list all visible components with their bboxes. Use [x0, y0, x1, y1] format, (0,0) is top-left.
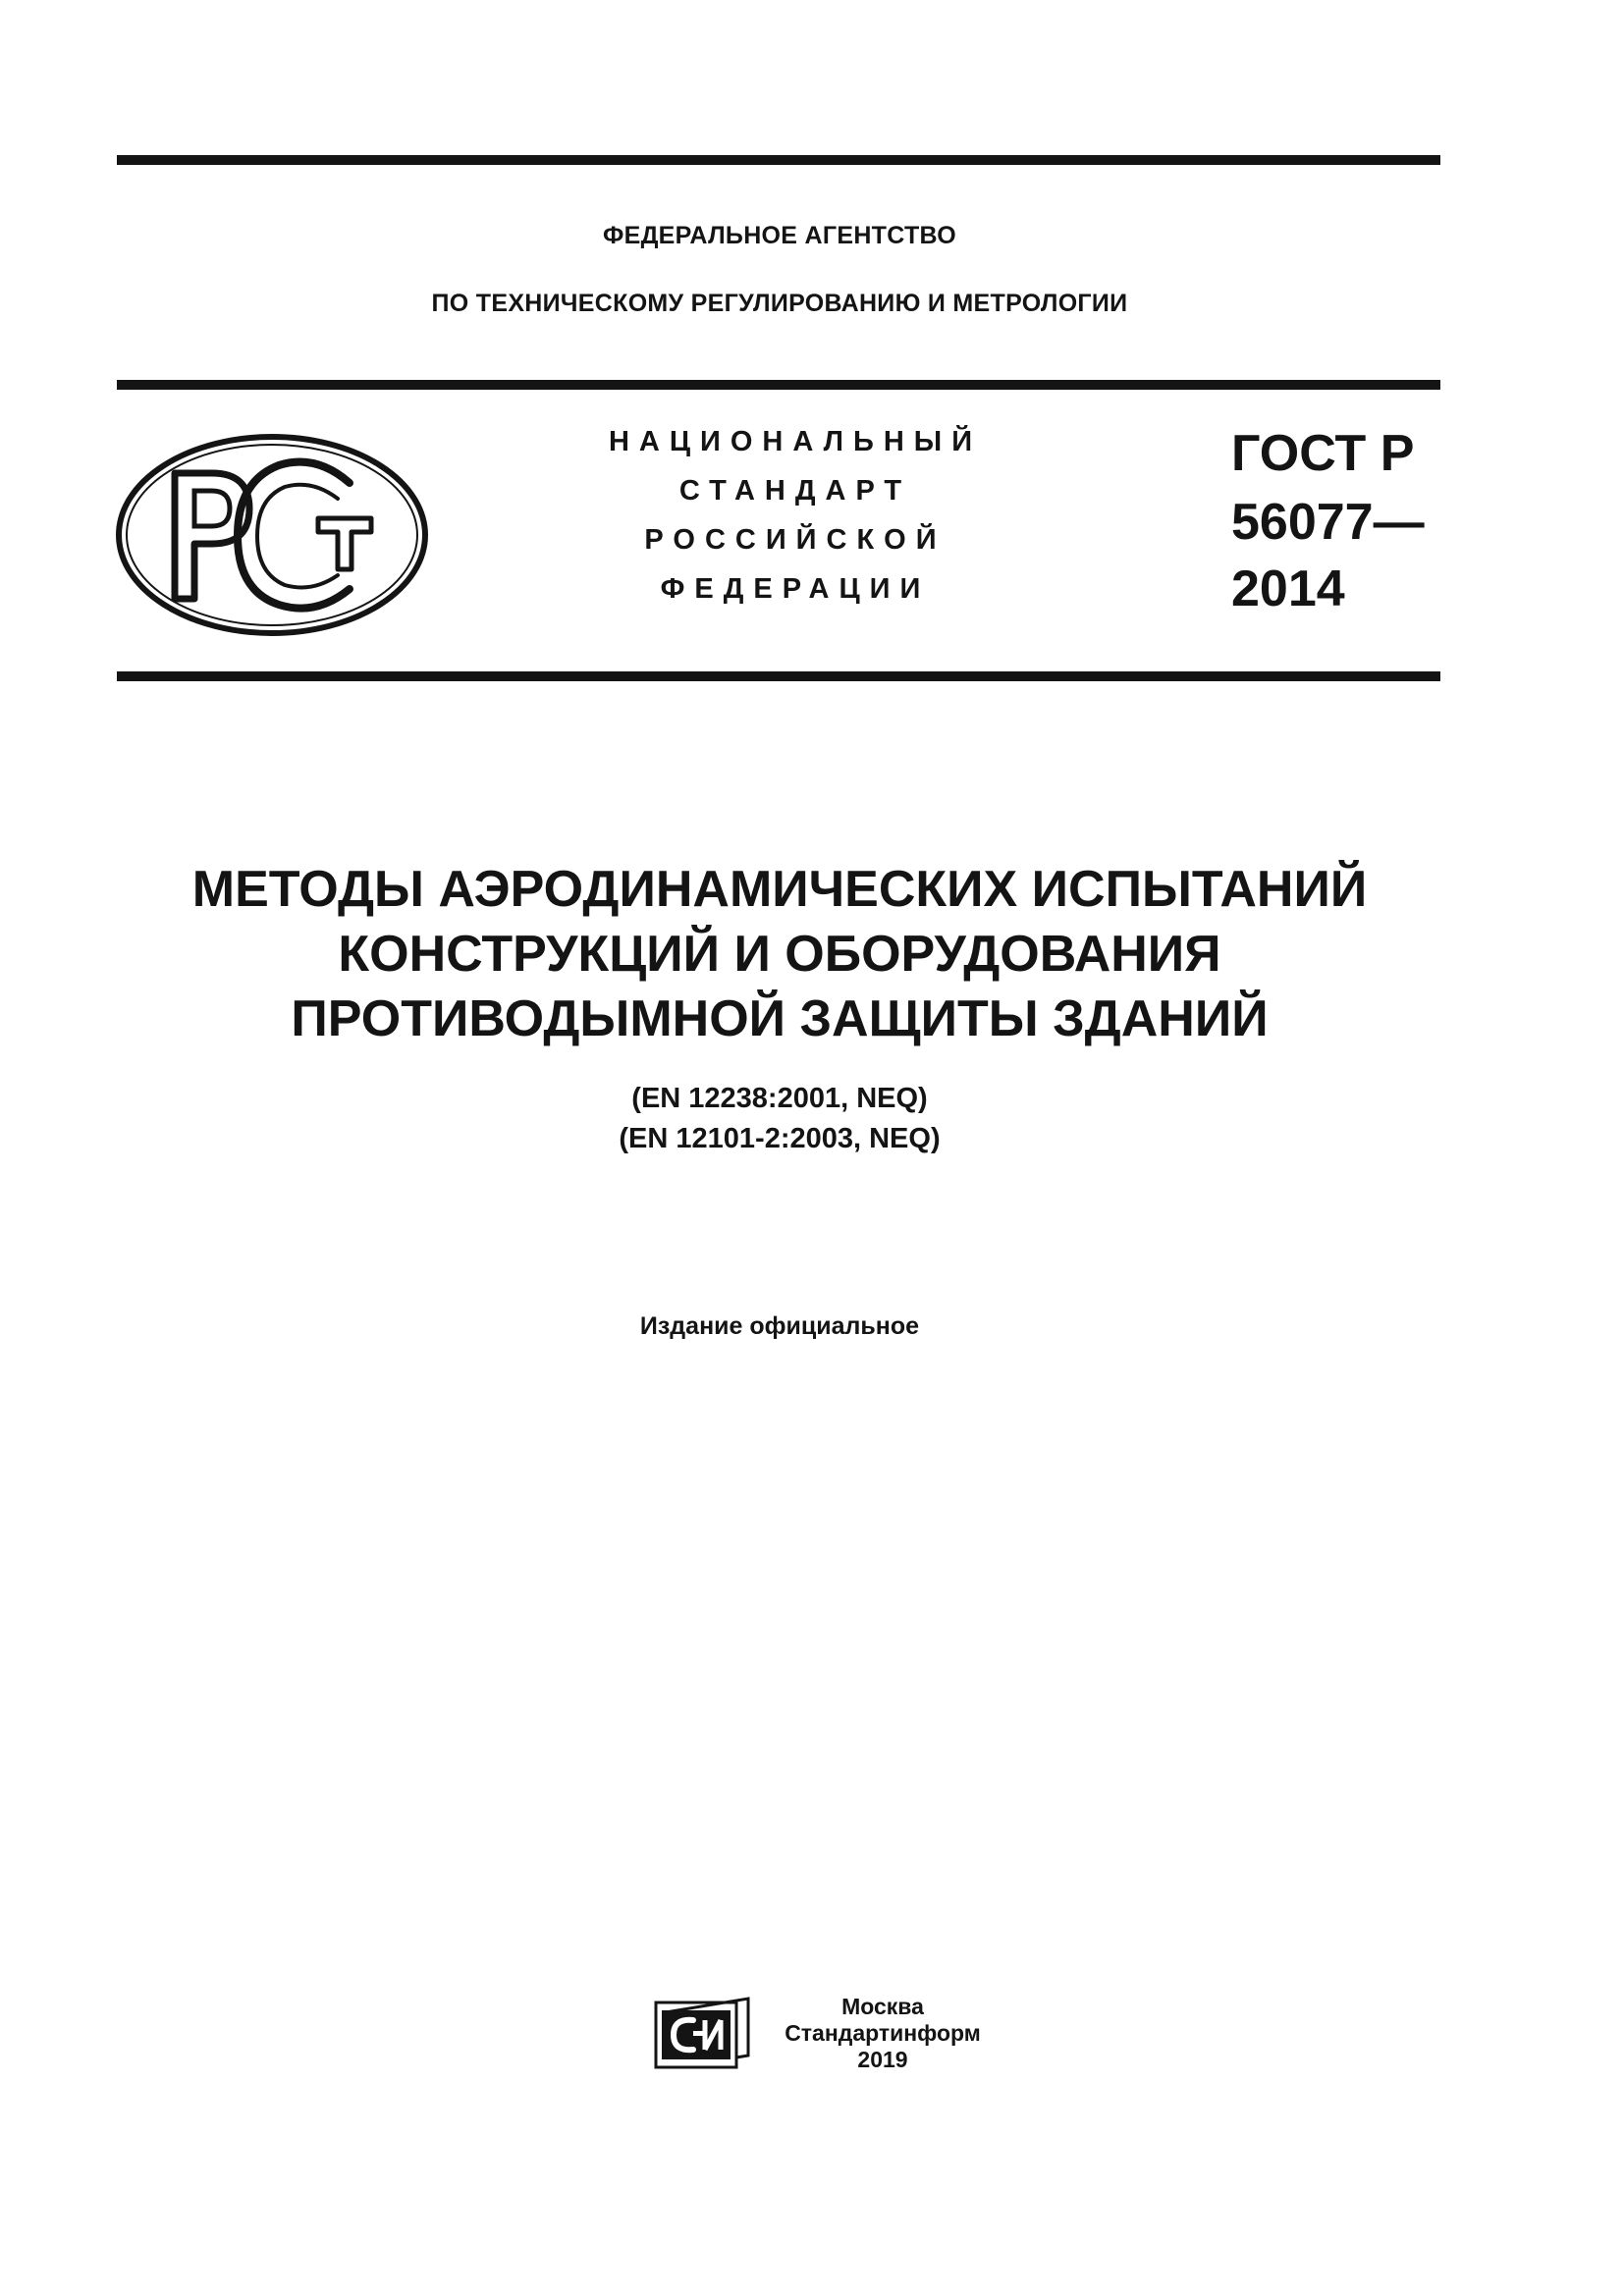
standard-type-line-1: НАЦИОНАЛЬНЫЙ: [608, 426, 983, 457]
imprint-city: Москва: [841, 1994, 924, 2019]
imprint-year: 2019: [857, 2047, 908, 2072]
edition-label: Издание официальное: [639, 1312, 920, 1340]
standard-type-line-4: ФЕДЕРАЦИИ: [660, 573, 931, 605]
imprint-publisher: Стандартинформ: [785, 2020, 981, 2046]
ps-t-icon: [114, 432, 430, 638]
agency-line-2: ПО ТЕХНИЧЕСКОМУ РЕГУЛИРОВАНИЮ И МЕТРОЛОГИИ: [431, 290, 1128, 317]
reference-1: (EN 12238:2001, NEQ): [631, 1083, 928, 1114]
header-rule-lower: [117, 671, 1440, 681]
agency-line-1: ФЕДЕРАЛЬНОЕ АГЕНТСТВО: [602, 222, 957, 249]
document-title-line-3: ПРОТИВОДЫМНОЙ ЗАЩИТЫ ЗДАНИЙ: [291, 990, 1269, 1047]
si-icon: [654, 1997, 752, 2071]
top-rule: [117, 155, 1440, 165]
standard-type-line-3: РОССИЙСКОЙ: [644, 524, 947, 556]
designation-line-1: ГОСТ Р: [1231, 425, 1415, 482]
document-title-line-2: КОНСТРУКЦИЙ И ОБОРУДОВАНИЯ: [338, 926, 1221, 983]
designation-line-2: 56077—: [1231, 494, 1425, 551]
document-title-line-1: МЕТОДЫ АЭРОДИНАМИЧЕСКИХ ИСПЫТАНИЙ: [191, 861, 1368, 918]
header-rule-upper: [117, 380, 1440, 390]
reference-2: (EN 12101-2:2003, NEQ): [619, 1123, 941, 1154]
standard-type-line-2: СТАНДАРТ: [678, 475, 912, 507]
designation-line-3: 2014: [1231, 561, 1345, 617]
